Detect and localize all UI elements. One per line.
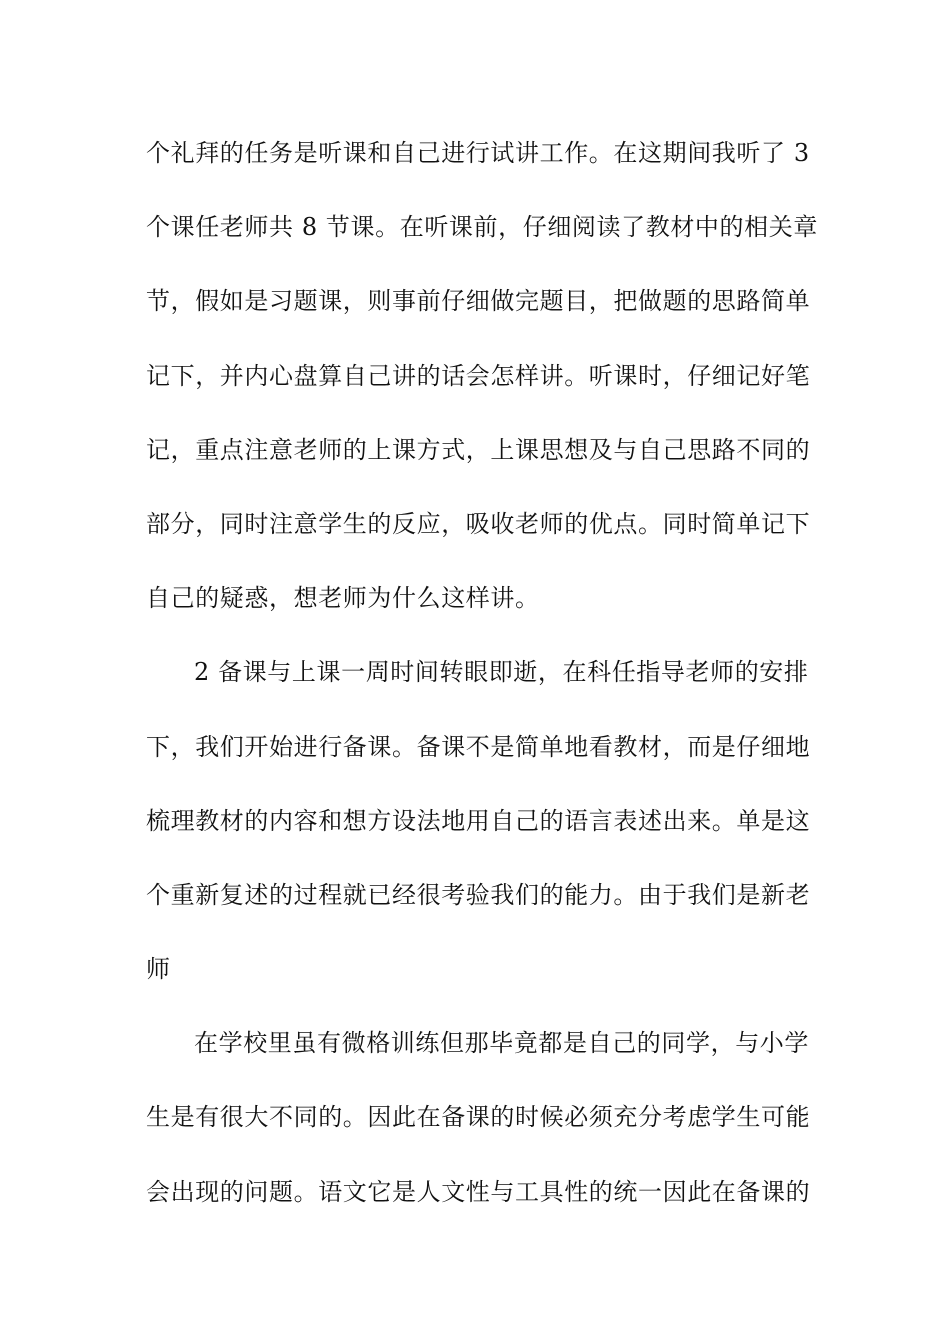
- text-line: 下，我们开始进行备课。备课不是简单地看教材，而是仔细地: [146, 732, 811, 761]
- text-line: 会出现的问题。语文它是人文性与工具性的统一因此在备课的: [146, 1177, 811, 1206]
- paragraph-start-line: 在学校里虽有微格训练但那毕竟都是自己的同学，与小学: [194, 1029, 809, 1058]
- text-line: 个重新复述的过程就已经很考验我们的能力。由于我们是新老: [146, 880, 811, 909]
- document-body: [146, 126, 818, 1239]
- text-line: 师: [146, 955, 171, 984]
- text-line: 梳理教材的内容和想方设法地用自己的语言表述出来。单是这: [146, 806, 811, 835]
- text-line: 记，重点注意老师的上课方式，上课思想及与自己思路不同的: [146, 435, 811, 464]
- text-line: 自己的疑惑，想老师为什么这样讲。: [146, 584, 540, 613]
- text-line: 个礼拜的任务是听课和自己进行试讲工作。在这期间我听了 3: [146, 139, 810, 167]
- text-line: 节，假如是习题课，则事前仔细做完题目，把做题的思路简单: [146, 287, 811, 316]
- text-line: 个课任老师共 8 节课。在听课前，仔细阅读了教材中的相关章: [146, 213, 818, 242]
- paragraph-start-line: 2 备课与上课一周时间转眼即逝，在科任指导老师的安排: [194, 658, 809, 687]
- text-line: 记下，并内心盘算自己讲的话会怎样讲。听课时，仔细记好笔: [146, 361, 811, 390]
- text-line: 生是有很大不同的。因此在备课的时候必须充分考虑学生可能: [146, 1103, 811, 1132]
- text-line: 部分，同时注意学生的反应，吸收老师的优点。同时简单记下: [146, 509, 811, 538]
